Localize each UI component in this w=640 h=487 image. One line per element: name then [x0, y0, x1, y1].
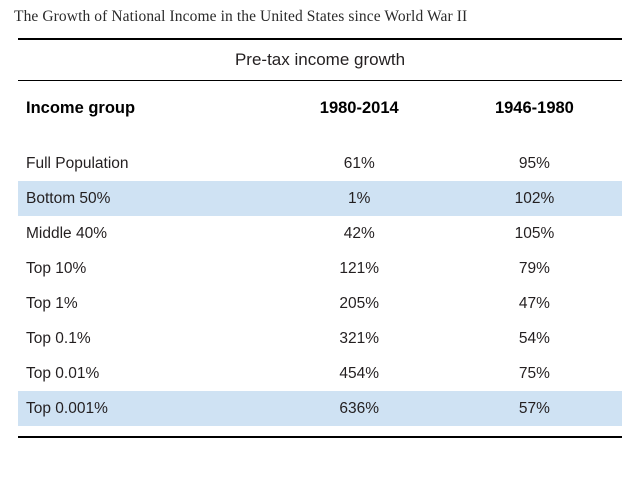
- row-label: Top 1%: [26, 294, 78, 312]
- row-value-1980-2014: 454%: [339, 364, 380, 382]
- row-label: Middle 40%: [26, 224, 107, 242]
- row-value-1946-1980: 54%: [518, 329, 550, 347]
- row-value-1946-1980: 105%: [514, 224, 555, 242]
- table-row: [18, 286, 622, 321]
- figure-caption: The Growth of National Income in the United States since World War II: [14, 8, 468, 25]
- row-label: Top 0.01%: [26, 364, 100, 382]
- table-bottom-rule: [18, 436, 622, 438]
- row-value-1946-1980: 102%: [447, 181, 622, 216]
- income-growth-table: [18, 38, 622, 438]
- column-header-income-group: Income group: [26, 99, 136, 117]
- table-row: [18, 146, 622, 181]
- row-value-1980-2014: 205%: [339, 294, 380, 312]
- table-row: [18, 321, 622, 356]
- row-value-1980-2014: 321%: [339, 329, 380, 347]
- column-header-1946-1980: 1946-1980: [494, 99, 574, 117]
- table-row: [18, 216, 622, 251]
- table-head: [18, 81, 622, 140]
- table-body: [18, 140, 622, 426]
- row-label: Top 0.001%: [18, 391, 272, 426]
- row-value-1980-2014: 61%: [343, 154, 375, 172]
- table-row: [18, 356, 622, 391]
- table-row: [18, 391, 622, 426]
- table-subtitle: Pre-tax income growth: [234, 50, 406, 69]
- row-value-1946-1980: 75%: [518, 364, 550, 382]
- row-value-1980-2014: 1%: [272, 181, 447, 216]
- row-value-1946-1980: 79%: [518, 259, 550, 277]
- table-header-row: [18, 81, 622, 140]
- row-label: Full Population: [26, 154, 129, 172]
- column-header-1980-2014: 1980-2014: [319, 99, 399, 117]
- row-value-1946-1980: 95%: [518, 154, 550, 172]
- row-value-1980-2014: 42%: [343, 224, 375, 242]
- row-value-1946-1980: 47%: [518, 294, 550, 312]
- row-value-1946-1980: 57%: [447, 391, 622, 426]
- table-row: [18, 251, 622, 286]
- row-label: Top 10%: [26, 259, 87, 277]
- data-table: [18, 81, 622, 426]
- table-row: [18, 181, 622, 216]
- row-label: Top 0.1%: [26, 329, 91, 347]
- row-label: Bottom 50%: [18, 181, 272, 216]
- table-bottom-pad: [18, 426, 622, 436]
- row-value-1980-2014: 121%: [339, 259, 380, 277]
- row-value-1980-2014: 636%: [272, 391, 447, 426]
